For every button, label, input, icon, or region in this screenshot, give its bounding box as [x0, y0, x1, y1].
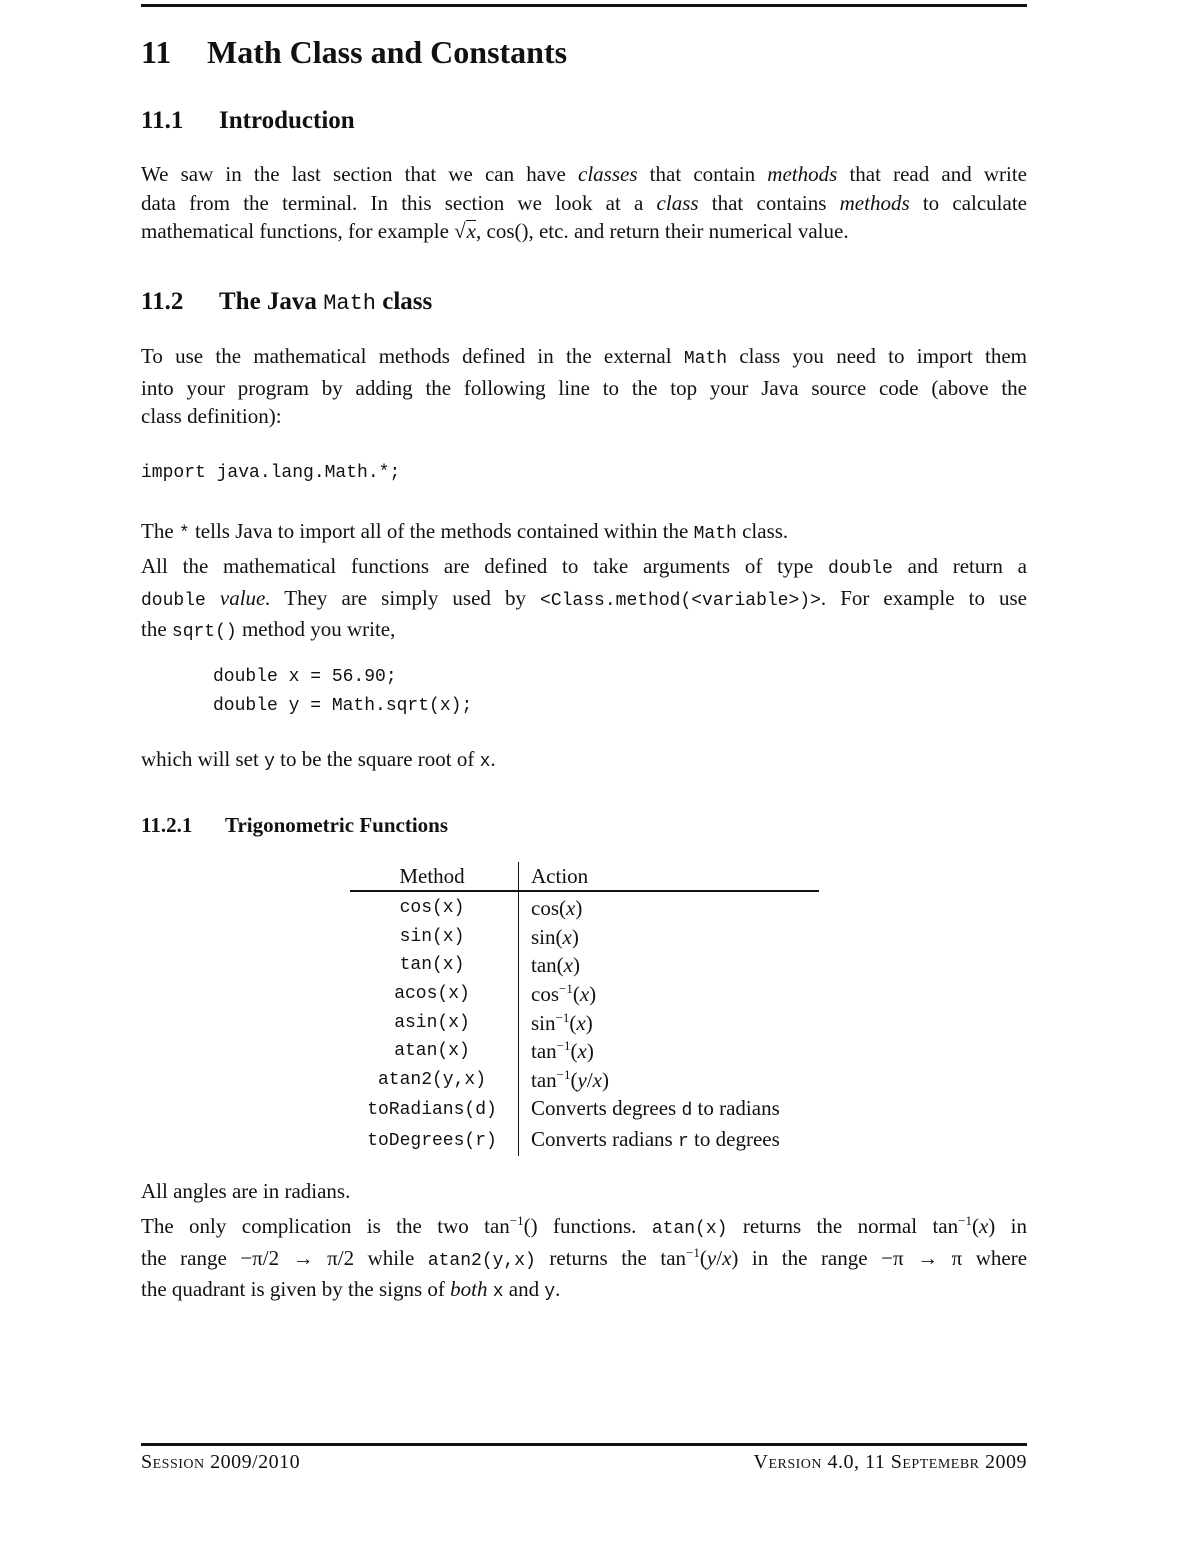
atan-line-1: The only complication is the two $\tan^{-1}()$ functions. atan(x) returns the normal $\tan^{-1}(x)$ in	[141, 1213, 1027, 1239]
atan-line-2: the range −π/2 → π/2 while atan2(y,x) returns the $\tan^{-1}(y/x)$ in the range −π → π where	[141, 1244, 1028, 1271]
section-number: 11.1	[141, 107, 184, 134]
table-row	[350, 1066, 819, 1095]
sqrt-argument: x	[466, 219, 476, 243]
atan-paragraph	[141, 1212, 1027, 1307]
section-heading-introduction	[141, 107, 355, 135]
sqrt-symbol: √	[454, 219, 466, 243]
code-line-1: double x = 56.90;	[213, 667, 397, 687]
table-row	[350, 1094, 819, 1125]
section-title: Introduction	[219, 107, 355, 134]
table-row	[350, 980, 819, 1009]
code-line-2: double y = Math.sqrt(x);	[213, 696, 473, 716]
method-cell: atan2(y,x)	[350, 1066, 519, 1095]
table-row	[350, 951, 819, 980]
atan-line-3: the quadrant is given by the signs of both x and y.	[141, 1277, 561, 1302]
section-heading-java-math: 11.2 The Java Math class	[141, 288, 433, 316]
table-row	[350, 891, 819, 923]
action-cell: Converts radians r to degrees	[531, 1127, 780, 1153]
top-rule	[141, 4, 1027, 7]
subsection-title: Trigonometric Functions	[225, 813, 449, 837]
action-cell: $\tan^{-1}(x)$	[531, 1038, 594, 1064]
chapter-number: 11	[141, 34, 172, 70]
angles-note: All angles are in radians.	[141, 1179, 351, 1203]
table-header-row	[350, 862, 819, 891]
chapter-title: Math Class and Constants	[207, 34, 568, 70]
action-cell: cos(x)	[531, 896, 583, 921]
method-cell: atan(x)	[350, 1037, 519, 1066]
action-cell: Converts degrees d to radians	[531, 1096, 780, 1122]
column-header-method: Method	[350, 862, 519, 891]
method-cell: sin(x)	[350, 923, 519, 952]
code-example	[213, 663, 472, 721]
method-cell: cos(x)	[350, 891, 519, 923]
method-cell: toRadians(d)	[350, 1094, 519, 1125]
intro-line-1: We saw in the last section that we can have classes that contain methods that read and write	[141, 162, 1027, 186]
bottom-rule	[141, 1443, 1027, 1446]
chapter-heading	[141, 34, 567, 71]
intro-line-3: mathematical functions, for example √x, cos(), etc. and return their numerical value.	[141, 219, 849, 243]
column-header-action: Action	[519, 862, 820, 891]
method-cell: asin(x)	[350, 1008, 519, 1037]
method-cell: acos(x)	[350, 980, 519, 1009]
action-cell: $\sin^{-1}(x)$	[531, 1009, 593, 1035]
import-statement: import java.lang.Math.*;	[141, 463, 401, 483]
method-cell: tan(x)	[350, 951, 519, 980]
subsection-number: 11.2.1	[141, 813, 193, 837]
action-cell: sin(x)	[531, 924, 579, 949]
intro-paragraph	[141, 160, 1027, 246]
star-paragraph: The * tells Java to import all of the methods contained within the Math class.	[141, 519, 789, 544]
action-cell: $\tan^{-1}(y/x)$	[531, 1066, 609, 1092]
section-number: 11.2	[141, 288, 184, 315]
intro-line-2: data from the terminal. In this section we look at a class that contains methods to calculate	[141, 190, 1027, 215]
table-row	[350, 1125, 819, 1156]
table-row	[350, 1008, 819, 1037]
table-body	[350, 891, 819, 1156]
sqrt-explanation: which will set y to be the square root of x.	[141, 747, 496, 772]
footer-session: Session 2009/2010	[141, 1451, 301, 1473]
trig-methods-table	[350, 862, 819, 1156]
table-row	[350, 1037, 819, 1066]
page	[141, 0, 1027, 1553]
footer-version: Version 4.0, 11 Septemebr 2009	[753, 1451, 1027, 1473]
java-math-intro-paragraph: To use the mathematical methods defined in the external Math class you need to import them into your program by adding the following line to the top your Java source code (above the class definition):	[141, 344, 1027, 428]
table-row	[350, 923, 819, 952]
action-cell: $\cos^{-1}(x)$	[531, 981, 597, 1007]
method-cell: toDegrees(r)	[350, 1125, 519, 1156]
subsection-heading-trig	[141, 813, 448, 838]
double-paragraph: All the mathematical functions are defined to take arguments of type double and return a double value. They are simply used by <Class.method(<variable>)>. For example to use the sqrt() method you write,	[141, 554, 1027, 642]
action-cell: tan(x)	[531, 953, 580, 978]
